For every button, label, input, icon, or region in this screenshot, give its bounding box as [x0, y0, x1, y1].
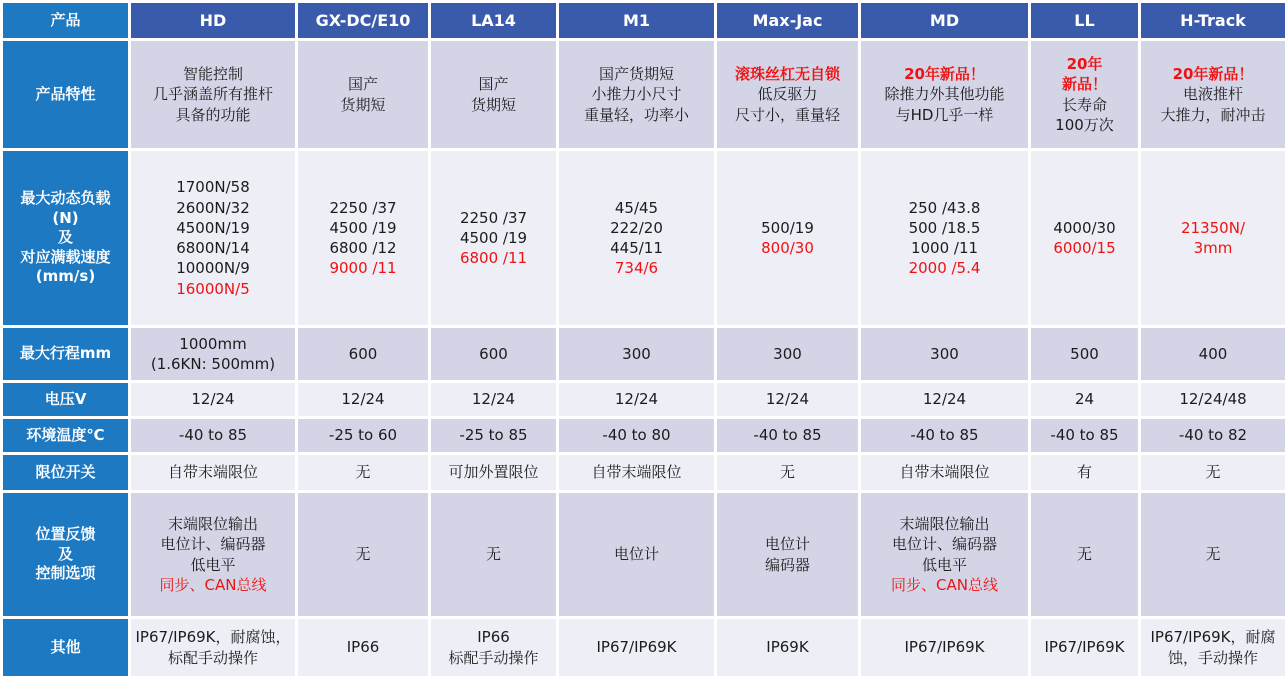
- header-cell-la14: LA14: [430, 2, 558, 40]
- cell-line: 3mm: [1193, 239, 1233, 257]
- header-cell-hd: HD: [130, 2, 297, 40]
- cell-line: 45/45: [614, 198, 659, 217]
- row-label-line: 对应满载速度: [20, 247, 111, 266]
- cell-line: 9000 /11: [329, 259, 397, 278]
- cell-line: 300: [773, 344, 802, 363]
- cell-line: 20年: [1066, 55, 1103, 73]
- cell-other-h-track: [1140, 618, 1285, 676]
- cell-line: -25 to 85: [459, 426, 528, 445]
- cell-line: 无: [355, 545, 371, 564]
- cell-other-m1: [558, 618, 716, 676]
- cell-voltage-ll: [1030, 382, 1140, 418]
- cell-line: -40 to 82: [1178, 426, 1248, 445]
- cell-line: 国产: [347, 75, 378, 94]
- cell-line: 末端限位输出: [899, 515, 990, 533]
- cell-line: 几乎涵盖所有推杆: [152, 85, 273, 104]
- cell-line: 电位计、编码器: [160, 535, 266, 554]
- cell-load-speed-hd: [130, 150, 297, 327]
- cell-line: 自带末端限位: [591, 463, 682, 482]
- cell-line: 电位计、编码器: [891, 535, 997, 554]
- cell-line: 具备的功能: [175, 105, 251, 124]
- cell-line: 电位计: [764, 535, 810, 554]
- cell-line: IP69K: [766, 638, 809, 657]
- cell-line: 12/24: [191, 390, 235, 409]
- cell-max-stroke-gx-dc-e10: [297, 327, 430, 382]
- table-body: [2, 40, 1285, 676]
- table-row-other: [2, 618, 1285, 676]
- cell-line: 4500N/19: [176, 218, 250, 237]
- cell-line: IP67/IP69K: [596, 638, 677, 657]
- cell-feedback-control-max-jac: [716, 492, 860, 618]
- cell-line: IP67/IP69K: [1044, 638, 1125, 657]
- cell-line: 尺寸小，重量轻: [734, 105, 840, 124]
- row-label-line: 位置反馈: [35, 525, 96, 544]
- cell-ambient-temp-hd: [130, 418, 297, 454]
- cell-line: 6800 /11: [459, 249, 528, 268]
- cell-line: 6800N/14: [176, 239, 250, 257]
- cell-load-speed-max-jac: [716, 150, 860, 327]
- row-label-load-speed: [2, 150, 130, 327]
- cell-line: -40 to 85: [910, 426, 979, 445]
- cell-line: 500 /18.5: [908, 218, 981, 237]
- cell-line: 2600N/32: [176, 198, 250, 217]
- header-cell-md: MD: [860, 2, 1030, 40]
- cell-line: 自带末端限位: [899, 463, 990, 482]
- cell-limit-switch-gx-dc-e10: [297, 454, 430, 492]
- cell-feedback-control-m1: [558, 492, 716, 618]
- cell-line: 无: [1205, 545, 1221, 564]
- row-label-max-stroke: [2, 327, 130, 382]
- cell-voltage-h-track: [1140, 382, 1285, 418]
- cell-limit-switch-md: [860, 454, 1030, 492]
- row-label-line: 限位开关: [35, 462, 96, 481]
- cell-limit-switch-h-track: [1140, 454, 1285, 492]
- corner-header-product: 产品: [2, 2, 130, 40]
- cell-line: 222/20: [610, 218, 663, 237]
- row-label-line: 控制选项: [35, 564, 96, 583]
- cell-other-gx-dc-e10: [297, 618, 430, 676]
- cell-line: 与HD几乎一样: [895, 105, 994, 124]
- cell-line: -40 to 85: [1050, 426, 1119, 445]
- cell-features-ll: [1030, 40, 1140, 150]
- cell-line: 电液推杆: [1182, 85, 1243, 104]
- cell-max-stroke-m1: [558, 327, 716, 382]
- cell-line: 无: [485, 545, 501, 564]
- cell-ambient-temp-md: [860, 418, 1030, 454]
- cell-line: 12/24/48: [1179, 390, 1247, 409]
- header-cell-h-track: H-Track: [1140, 2, 1285, 40]
- cell-feedback-control-ll: [1030, 492, 1140, 618]
- header-cell-max-jac: Max-Jac: [716, 2, 860, 40]
- cell-line: 标配手动操作: [448, 648, 539, 667]
- cell-line: 低电平: [921, 555, 967, 574]
- cell-line: 600: [479, 344, 508, 363]
- cell-line: 250 /43.8: [908, 198, 981, 217]
- cell-ambient-temp-h-track: [1140, 418, 1285, 454]
- cell-line: 10000N/9: [176, 259, 250, 278]
- cell-line: 12/24: [922, 390, 967, 409]
- table-row-features: [2, 40, 1285, 150]
- cell-line: 无: [1076, 545, 1092, 564]
- cell-line: 445/11: [610, 239, 663, 257]
- cell-ambient-temp-la14: [430, 418, 558, 454]
- cell-line: 12/24: [341, 390, 385, 409]
- cell-line: 500: [1070, 344, 1099, 363]
- cell-features-h-track: [1140, 40, 1285, 150]
- cell-load-speed-ll: [1030, 150, 1140, 327]
- cell-line: 1000mm: [179, 334, 247, 353]
- cell-line: 1000 /11: [910, 239, 979, 257]
- header-cell-ll: LL: [1030, 2, 1140, 40]
- cell-features-m1: [558, 40, 716, 150]
- cell-line: 低电平: [190, 555, 236, 574]
- cell-line: -40 to 85: [178, 426, 248, 445]
- cell-line: 国产货期短: [598, 65, 674, 84]
- cell-feedback-control-hd: [130, 492, 297, 618]
- cell-features-gx-dc-e10: [297, 40, 430, 150]
- cell-ambient-temp-m1: [558, 418, 716, 454]
- cell-line: 货期短: [470, 95, 516, 114]
- cell-limit-switch-hd: [130, 454, 297, 492]
- cell-load-speed-la14: [430, 150, 558, 327]
- cell-limit-switch-m1: [558, 454, 716, 492]
- cell-features-hd: [130, 40, 297, 150]
- cell-line: 734/6: [614, 259, 659, 278]
- cell-line: 小推力小尺寸: [591, 85, 682, 104]
- cell-line: -25 to 60: [328, 426, 398, 445]
- cell-load-speed-m1: [558, 150, 716, 327]
- cell-line: 无: [355, 463, 371, 482]
- cell-limit-switch-max-jac: [716, 454, 860, 492]
- table-row-voltage: [2, 382, 1285, 418]
- cell-voltage-m1: [558, 382, 716, 418]
- cell-line: 电位计: [613, 545, 659, 564]
- row-label-line: 最大动态负载: [20, 189, 111, 208]
- row-label-line: 电压V: [44, 389, 87, 408]
- cell-max-stroke-h-track: [1140, 327, 1285, 382]
- cell-line: 国产: [478, 75, 509, 94]
- row-label-ambient-temp: [2, 418, 130, 454]
- cell-voltage-gx-dc-e10: [297, 382, 430, 418]
- row-label-line: 最大行程mm: [19, 344, 112, 363]
- row-label-line: 产品特性: [35, 84, 96, 103]
- row-label-feedback-control: [2, 492, 130, 618]
- cell-line: 6800 /12: [329, 239, 397, 257]
- cell-line: 2000 /5.4: [908, 259, 981, 278]
- cell-line: 20年新品！: [1172, 65, 1254, 84]
- cell-line: 800/30: [761, 239, 814, 257]
- cell-max-stroke-max-jac: [716, 327, 860, 382]
- cell-line: 400: [1198, 344, 1228, 363]
- cell-voltage-md: [860, 382, 1030, 418]
- row-label-voltage: [2, 382, 130, 418]
- cell-line: 滚珠丝杠无自锁: [734, 65, 840, 84]
- cell-line: -40 to 85: [753, 426, 822, 445]
- cell-line: 货期短: [340, 95, 386, 114]
- cell-other-hd: [130, 618, 297, 676]
- cell-line: 21350N/: [1181, 218, 1245, 237]
- cell-line: IP67/IP69K，耐腐蚀，手动操作: [1150, 628, 1276, 667]
- table-row-load-speed: [2, 150, 1285, 327]
- cell-voltage-la14: [430, 382, 558, 418]
- cell-line: 无: [779, 463, 795, 482]
- cell-line: 4500 /19: [459, 228, 528, 247]
- cell-max-stroke-la14: [430, 327, 558, 382]
- cell-feedback-control-gx-dc-e10: [297, 492, 430, 618]
- cell-line: IP67/IP69K，耐腐蚀，标配手动操作: [135, 628, 291, 667]
- cell-line: -40 to 80: [602, 426, 671, 445]
- cell-feedback-control-md: [860, 492, 1030, 618]
- cell-line: 100万次: [1055, 115, 1114, 134]
- cell-other-max-jac: [716, 618, 860, 676]
- cell-max-stroke-hd: [130, 327, 297, 382]
- cell-load-speed-md: [860, 150, 1030, 327]
- header-row: [2, 2, 1285, 40]
- table-row-max-stroke: [2, 327, 1285, 382]
- cell-ambient-temp-gx-dc-e10: [297, 418, 430, 454]
- row-label-other: [2, 618, 130, 676]
- cell-line: 300: [930, 344, 959, 363]
- cell-other-ll: [1030, 618, 1140, 676]
- cell-line: 可加外置限位: [448, 463, 539, 482]
- cell-other-md: [860, 618, 1030, 676]
- cell-load-speed-gx-dc-e10: [297, 150, 430, 327]
- cell-line: 同步、CAN总线: [891, 575, 998, 594]
- cell-line: 300: [622, 344, 651, 363]
- cell-line: 新品！: [1061, 75, 1107, 94]
- table-row-limit-switch: [2, 454, 1285, 492]
- cell-line: 600: [348, 344, 378, 363]
- header-cell-gx-dc-e10: GX-DC/E10: [297, 2, 430, 40]
- cell-line: 有: [1076, 463, 1092, 482]
- cell-line: 无: [1205, 463, 1221, 482]
- cell-max-stroke-md: [860, 327, 1030, 382]
- cell-line: 2250 /37: [329, 198, 397, 217]
- cell-features-md: [860, 40, 1030, 150]
- row-label-limit-switch: [2, 454, 130, 492]
- cell-line: 重量轻，功率小: [583, 105, 689, 124]
- cell-line: (1.6KN: 500mm): [150, 355, 276, 373]
- row-label-line: 及: [57, 228, 73, 247]
- cell-line: 24: [1074, 390, 1095, 409]
- cell-other-la14: [430, 618, 558, 676]
- cell-line: IP67/IP69K: [904, 638, 985, 657]
- cell-features-max-jac: [716, 40, 860, 150]
- cell-line: 长寿命: [1061, 95, 1107, 114]
- row-label-line: 环境温度℃: [26, 425, 105, 444]
- row-label-line: (N): [52, 208, 79, 227]
- cell-line: 20年新品！: [904, 65, 985, 84]
- cell-ambient-temp-ll: [1030, 418, 1140, 454]
- cell-line: 500/19: [761, 218, 814, 237]
- cell-feedback-control-h-track: [1140, 492, 1285, 618]
- cell-features-la14: [430, 40, 558, 150]
- cell-line: 1700N/58: [176, 178, 250, 197]
- cell-line: 12/24: [614, 390, 659, 409]
- cell-line: 除推力外其他功能: [884, 85, 1005, 104]
- cell-voltage-hd: [130, 382, 297, 418]
- cell-ambient-temp-max-jac: [716, 418, 860, 454]
- cell-line: 编码器: [764, 555, 810, 574]
- cell-limit-switch-la14: [430, 454, 558, 492]
- cell-line: 6000/15: [1053, 239, 1116, 257]
- row-label-line: 其他: [50, 637, 81, 656]
- cell-line: 同步、CAN总线: [159, 575, 267, 594]
- row-label-line: 及: [57, 544, 73, 563]
- table-row-feedback-control: [2, 492, 1285, 618]
- cell-max-stroke-ll: [1030, 327, 1140, 382]
- cell-load-speed-h-track: [1140, 150, 1285, 327]
- cell-line: IP66: [477, 628, 510, 647]
- cell-feedback-control-la14: [430, 492, 558, 618]
- cell-line: 末端限位输出: [167, 515, 258, 533]
- cell-line: 16000N/5: [176, 279, 250, 298]
- cell-line: 低反驱力: [757, 85, 818, 104]
- row-label-features: [2, 40, 130, 150]
- cell-line: 4000/30: [1053, 218, 1116, 237]
- cell-line: 智能控制: [182, 65, 243, 84]
- table-row-ambient-temp: [2, 418, 1285, 454]
- cell-limit-switch-ll: [1030, 454, 1140, 492]
- cell-line: 12/24: [471, 390, 516, 409]
- cell-line: 大推力，耐冲击: [1160, 105, 1266, 124]
- cell-voltage-max-jac: [716, 382, 860, 418]
- cell-line: IP66: [346, 638, 380, 657]
- cell-line: 4500 /19: [329, 218, 397, 237]
- row-label-line: (mm/s): [35, 267, 96, 286]
- cell-line: 12/24: [765, 390, 810, 409]
- header-cell-m1: M1: [558, 2, 716, 40]
- cell-line: 2250 /37: [459, 208, 528, 227]
- cell-line: 自带末端限位: [167, 463, 258, 482]
